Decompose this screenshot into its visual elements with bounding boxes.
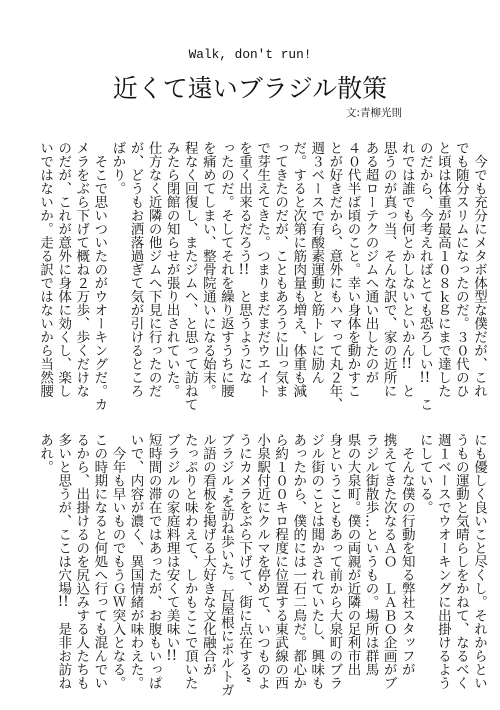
author-byline: 文:青柳光則 — [346, 107, 403, 119]
text-column: ってきたのだが、こともあろうに山っ気ま — [272, 141, 289, 398]
text-column: 今年も早いものでもうＧＷ突入となる。 — [109, 433, 126, 690]
text-column: 仕方なく近隣の他ジムへ下見に行ったのだ — [145, 141, 162, 398]
text-column: うにカメラをぶら下げて、街に点在する“ — [235, 433, 252, 683]
text-column: を重く出来るだろう!! と思うようにな — [235, 141, 252, 384]
article-title: 近くて遠いブラジル散策 — [112, 74, 388, 103]
text-column: 多いと思うが、ここは穴場!! 是非お訪ね — [55, 433, 72, 690]
text-column: ったのだ。そしてそれを繰り返すうちに腰 — [217, 141, 234, 398]
text-column: そんな僕の行動を知る弊社スタッフが — [398, 433, 415, 676]
article-body-lower — [36, 433, 488, 707]
exclamation-mark: !! — [238, 262, 250, 276]
article-body-upper — [36, 141, 488, 415]
column-tagline: Walk, don't run! — [188, 47, 312, 62]
text-column: れでは誰でも何とかしないといかん!! と — [398, 141, 415, 398]
text-column: で芽生えてきた。つまりまだまだウエイト — [254, 141, 271, 398]
exclamation-mark: !! — [419, 370, 431, 384]
text-column: メラをぶら下げて概ね２万歩、歩くだけな — [73, 141, 90, 398]
text-column: るから、出掛けるのを尻込みする人たちも — [73, 433, 90, 690]
text-column: ある超ローテクのジムへ通い出したのが — [362, 141, 379, 384]
text-column: ブラジル”を訪ね歩いた。瓦屋根にポルトガ — [217, 433, 234, 697]
exclamation-mark: !! — [166, 649, 178, 663]
text-column: 身ということもあって前から大泉町のブラ — [326, 433, 343, 690]
text-column: ４０代半ば頃のこと。幸い身体を動かすこ — [344, 141, 361, 398]
text-column: とが好きだから、意外にもハマって丸２年、 — [326, 141, 343, 411]
text-column: みたら閉館の知らせが張り出されていた。 — [163, 141, 180, 398]
text-column: 思うのが真っ当、そんな訳で、家の近所に — [380, 141, 397, 398]
text-column: でも随分スリムになったのだ。３０代のひ — [452, 141, 469, 398]
text-column: 週１ベースでウオーキングに出掛けるよう — [434, 433, 451, 690]
text-column: いではないか。走る訳ではないから当然腰 — [37, 141, 54, 398]
text-column: ブラジルの家庭料理は安くて美味い!! — [163, 433, 180, 663]
text-column: ばかり。 — [109, 141, 126, 195]
text-column: と頃は体重が最高１０８ｋｇにまで達した — [434, 141, 451, 398]
text-column: あったから、僕的には一石二鳥だ。都心か — [290, 433, 307, 690]
text-column: にも優しく良いこと尽くし。それからとい — [471, 433, 487, 690]
text-column: ら約１００キロ程度に位置する東武線の西 — [272, 433, 289, 690]
text-column: ラジル街散歩…というもの。場所は群馬 — [362, 433, 379, 676]
text-column: を痛めてしまい、整骨院通いになる始末。 — [199, 141, 216, 398]
exclamation-mark: !! — [57, 595, 69, 609]
text-column: ジル街のことは聞かされていたし、興味も — [308, 433, 325, 690]
text-column: 今でも充分にメタボ体型な僕だが、これ — [471, 141, 487, 398]
text-column: うもの運動と気晴らしをかねて、なるべく — [452, 433, 469, 690]
text-column: だ。すると次第に筋肉量も増え、体重も減 — [290, 141, 307, 398]
text-column: 携えてきた次なるＡＯ ＬＡＢＯ企画がブ — [380, 433, 397, 690]
exclamation-mark: !! — [401, 357, 413, 371]
text-column: そこで思いついたのがウオーキングだ。カ — [91, 141, 108, 411]
text-column: のだから、今考えればとても恐ろしい!! こ — [416, 141, 433, 411]
text-column: 短時間の滞在ではあったが、お腹もいっぱ — [145, 433, 162, 690]
text-column: 小泉駅付近にクルマを停めて、いつものよ — [254, 433, 271, 690]
text-column: ル語の看板を掲げる大好きな文化融合が — [199, 433, 216, 676]
text-column: いで、内容が濃く、異国情緒が味わえた。 — [127, 433, 144, 690]
text-column: 県の大泉町。僕の両親が近隣の足利市出 — [344, 433, 361, 676]
text-column: あれ。 — [37, 433, 54, 474]
text-column: 程なく回復し、またジムへ、と思って訪ねて — [181, 141, 198, 411]
text-column: が、どうもお洒落過ぎて気が引けるところ — [127, 141, 144, 398]
text-column: たっぷりと味わえて、しかもここで頂いた — [181, 433, 198, 690]
text-column: のだが、これが意外に身体に効くし、楽し — [55, 141, 72, 398]
text-column: にしている。 — [416, 433, 433, 514]
text-column: この時期になると何処へ行っても混んでい — [91, 433, 108, 690]
text-column: 週３ベースで有酸素運動と筋トレに励ん — [308, 141, 325, 384]
